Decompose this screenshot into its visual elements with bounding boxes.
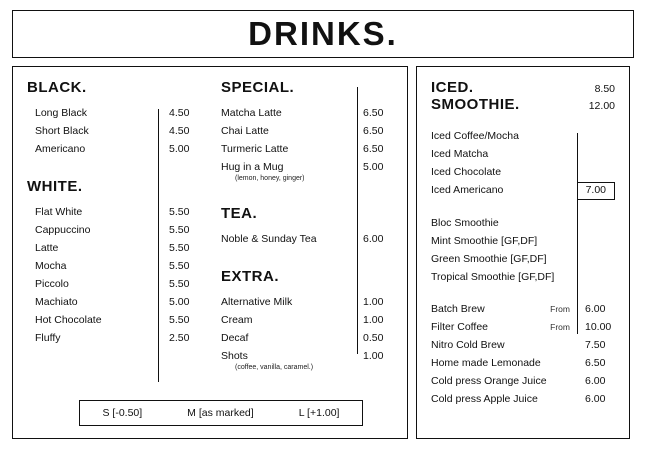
right-menu-board (416, 66, 630, 439)
menu-item (213, 140, 393, 158)
item-note: (coffee, vanilla, caramel.) (235, 363, 314, 371)
item-price-prefix: From (550, 322, 570, 333)
item-price-boxed: 7.00 (577, 182, 615, 200)
item-name: Nitro Cold Brew (431, 339, 505, 352)
item-name: Hug in a Mug (221, 161, 284, 174)
item-price: 5.50 (169, 260, 190, 273)
menu-item (431, 354, 615, 372)
item-name: Iced Americano (431, 184, 504, 197)
section-items-extra (213, 293, 393, 374)
menu-item (431, 250, 615, 268)
item-price: 6.50 (363, 143, 384, 156)
menu-item (431, 318, 615, 336)
item-price: 5.50 (169, 278, 190, 291)
item-name: Piccolo (35, 278, 69, 291)
menu-boards (12, 66, 634, 439)
sizes-box (79, 400, 363, 426)
menu-item (213, 104, 393, 122)
section-heading-smoothie: SMOOTHIE. (431, 96, 520, 113)
menu-item (27, 275, 199, 293)
item-name: Matcha Latte (221, 107, 282, 119)
item-price: 2.50 (169, 332, 190, 345)
item-name: Alternative Milk (221, 295, 293, 308)
column-special-tea-extra (213, 79, 393, 428)
item-name: Iced Coffee/Mocha (431, 130, 519, 142)
menu-item (213, 293, 393, 311)
section-heading-white: WHITE. (27, 178, 83, 196)
menu-item (27, 311, 199, 329)
column-black-white (27, 79, 199, 428)
menu-item (431, 300, 615, 318)
item-price: 1.00 (363, 295, 384, 308)
heading-row-smoothie (431, 96, 615, 113)
menu-item (27, 329, 199, 347)
item-name: Americano (35, 143, 86, 156)
item-price: 5.50 (169, 224, 190, 237)
item-name: Fluffy (35, 332, 61, 345)
item-name: Home made Lemonade (431, 357, 541, 370)
menu-item (27, 239, 199, 257)
item-price: 1.00 (363, 349, 384, 362)
item-name: Batch Brew (431, 303, 485, 316)
item-price: 6.00 (585, 303, 606, 316)
item-name: Hot Chocolate (35, 314, 102, 327)
menu-item (431, 390, 615, 408)
size-medium: M [as marked] (187, 407, 254, 419)
item-name: Long Black (35, 107, 87, 119)
section-items-special (213, 104, 393, 185)
menu-item (27, 293, 199, 311)
section-items-brew (431, 300, 615, 408)
item-price: 4.50 (169, 125, 190, 138)
item-price: 5.00 (363, 161, 384, 174)
item-name: Chai Latte (221, 125, 269, 138)
menu-item (431, 181, 615, 200)
item-name: Filter Coffee (431, 321, 488, 334)
item-name: Mint Smoothie [GF,DF] (431, 234, 538, 247)
item-name: Green Smoothie [GF,DF] (431, 252, 547, 265)
menu-item (27, 140, 199, 158)
menu-item (213, 122, 393, 140)
item-price: 6.00 (585, 393, 606, 406)
item-name: Decaf (221, 331, 249, 344)
item-price: 6.50 (585, 357, 606, 370)
item-price: 4.50 (169, 107, 190, 119)
section-heading-extra: EXTRA. (221, 267, 280, 285)
menu-item (431, 163, 615, 181)
item-name: Mocha (35, 260, 67, 273)
menu-item (27, 221, 199, 239)
section-heading-iced: ICED. (431, 79, 474, 96)
left-menu-board (12, 66, 408, 439)
size-small: S [-0.50] (102, 407, 143, 419)
item-price: 6.00 (363, 232, 384, 245)
item-name: Tropical Smoothie [GF,DF] (431, 271, 555, 284)
menu-item (431, 145, 615, 163)
item-name: Cold press Orange Juice (431, 375, 547, 388)
heading-row-iced (431, 79, 615, 96)
section-price-smoothie: 12.00 (588, 100, 615, 112)
item-name: Cappuccino (35, 224, 91, 237)
item-name: Cream (221, 313, 253, 326)
item-price: 6.00 (585, 375, 606, 388)
item-name: Flat White (35, 206, 83, 219)
price-divider-line (158, 109, 159, 382)
item-price: 5.00 (169, 143, 190, 156)
item-price: 5.50 (169, 206, 190, 219)
price-divider-line (577, 133, 578, 334)
size-large: L [+1.00] (298, 407, 340, 419)
item-price: 10.00 (585, 321, 612, 334)
menu-item (213, 311, 393, 329)
section-items-smoothie (431, 214, 615, 286)
menu-title-bar (12, 10, 634, 58)
section-price-iced: 8.50 (594, 83, 615, 95)
menu-item (431, 268, 615, 286)
section-heading-special: SPECIAL. (221, 79, 295, 96)
menu-item (213, 230, 393, 248)
page-title: DRINKS. (248, 15, 398, 52)
section-items-tea (213, 230, 393, 248)
section-items-white (27, 203, 199, 347)
item-price: 6.50 (363, 107, 384, 119)
item-name: Latte (35, 242, 59, 255)
item-name: Short Black (35, 125, 89, 138)
item-name: Iced Chocolate (431, 166, 502, 179)
item-note: (lemon, honey, ginger) (235, 175, 305, 183)
section-heading-tea: TEA. (221, 204, 258, 222)
section-items-iced (431, 127, 615, 200)
menu-item (431, 214, 615, 232)
item-price: 7.50 (585, 339, 606, 352)
menu-item (27, 104, 199, 122)
item-price: 5.00 (169, 296, 190, 309)
menu-item (27, 203, 199, 221)
item-price: 1.00 (363, 313, 384, 326)
price-divider-line (357, 87, 358, 354)
menu-item (27, 122, 199, 140)
menu-item (431, 372, 615, 390)
item-price: 0.50 (363, 331, 384, 344)
item-price: 5.50 (169, 314, 190, 327)
item-name: Iced Matcha (431, 148, 489, 161)
section-items-black (27, 104, 199, 158)
item-name: Shots (221, 349, 248, 362)
item-price: 5.50 (169, 242, 190, 255)
item-name: Bloc Smoothie (431, 216, 499, 229)
item-name: Cold press Apple Juice (431, 393, 538, 406)
right-headings (431, 79, 615, 113)
item-price-prefix: From (550, 304, 570, 315)
menu-item (431, 127, 615, 145)
item-price: 6.50 (363, 125, 384, 138)
menu-item (431, 336, 615, 354)
menu-item (431, 232, 615, 250)
item-name: Noble & Sunday Tea (221, 232, 317, 245)
menu-item (213, 329, 393, 347)
menu-item (27, 257, 199, 275)
item-name: Machiato (35, 296, 78, 309)
item-name: Turmeric Latte (221, 143, 289, 156)
section-heading-black: BLACK. (27, 79, 87, 96)
